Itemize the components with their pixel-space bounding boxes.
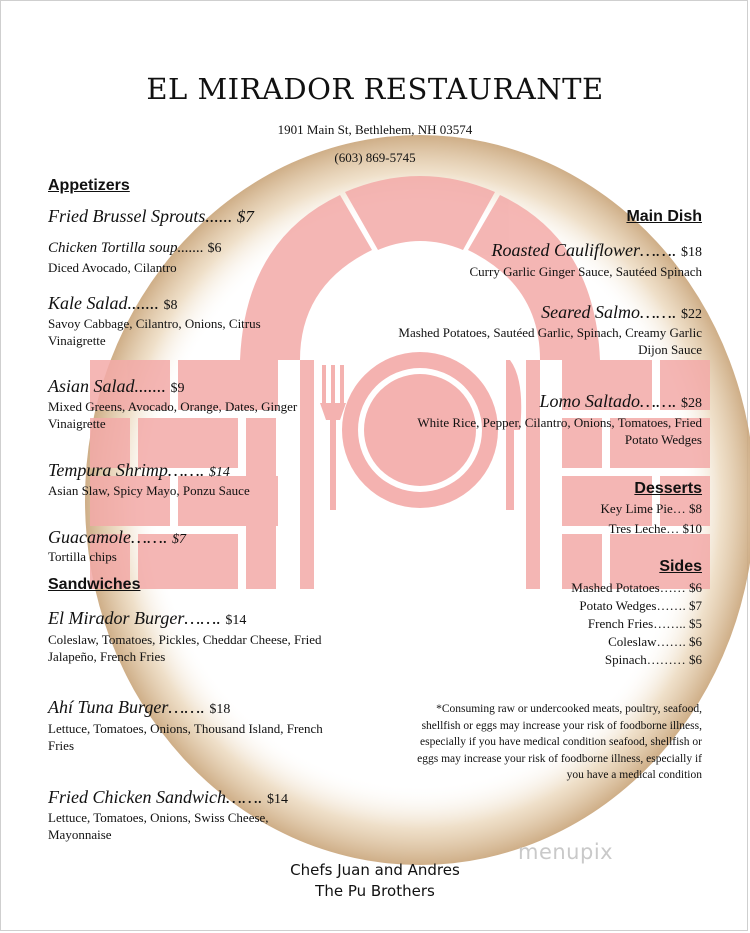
item-price: $18 bbox=[681, 245, 702, 260]
food-safety-notice: *Consuming raw or undercooked meats, poultry, seafood, shellfish or eggs may increase your risk of foodborne illness, especially if you have medical condition seafood, shellfish or eggs may increase your risk of foodborne illness, especially if you have a medical condition bbox=[417, 703, 702, 781]
item-title: Lomo Saltado……. bbox=[539, 391, 677, 411]
side-item: Spinach……… $6 bbox=[604, 652, 702, 667]
menu-item-name bbox=[541, 302, 702, 323]
item-title: Guacamole……. bbox=[48, 527, 168, 547]
item-price: $8 bbox=[163, 298, 178, 313]
item-description: Mashed Potatoes, Sautéed Garlic, Spinach, Creamy Garlic Dijon Sauce bbox=[398, 325, 702, 357]
item-price: $28 bbox=[681, 396, 702, 411]
item-price: $14 bbox=[266, 792, 288, 807]
chefs-line: Chefs Juan and Andres bbox=[290, 861, 460, 879]
appetizers-heading: Appetizers bbox=[48, 177, 130, 194]
dessert-item: Key Lime Pie… $8 bbox=[600, 501, 702, 516]
item-price: $7 bbox=[236, 207, 254, 226]
item-description: Asian Slaw, Spicy Mayo, Ponzu Sauce bbox=[48, 483, 250, 498]
menu-item-name bbox=[48, 460, 230, 481]
item-price: $14 bbox=[225, 613, 247, 628]
menupix-watermark: menupix bbox=[518, 840, 614, 864]
item-title: Fried Brussel Sprouts...... bbox=[48, 206, 233, 226]
side-item: Mashed Potatoes…… $6 bbox=[571, 580, 702, 595]
item-price: $6 bbox=[207, 241, 222, 256]
item-price: $18 bbox=[209, 702, 231, 717]
chefs-subline: The Pu Brothers bbox=[315, 882, 435, 900]
restaurant-address: 1901 Main St, Bethlehem, NH 03574 bbox=[277, 122, 473, 137]
restaurant-name: EL MIRADOR RESTAURANTE bbox=[146, 72, 604, 106]
item-title: Seared Salmo……. bbox=[541, 302, 677, 322]
menu-item-name bbox=[48, 527, 186, 548]
side-item: French Fries…….. $5 bbox=[587, 616, 702, 631]
menu-item-name bbox=[491, 240, 702, 261]
item-title: Asian Salad....... bbox=[48, 376, 167, 396]
item-description: White Rice, Pepper, Cilantro, Onions, Tomatoes, Fried Potato Wedges bbox=[417, 415, 702, 447]
main-dish-heading: Main Dish bbox=[626, 208, 702, 225]
sides-heading: Sides bbox=[659, 558, 702, 575]
menu-item-name bbox=[48, 376, 185, 397]
sandwiches-heading: Sandwiches bbox=[48, 576, 141, 593]
item-title: Fried Chicken Sandwich……. bbox=[48, 787, 263, 807]
item-description: Coleslaw, Tomatoes, Pickles, Cheddar Cheese, Fried Jalapeño, French Fries bbox=[48, 632, 322, 664]
side-item: Potato Wedges……. $7 bbox=[579, 598, 702, 613]
item-title: Tempura Shrimp……. bbox=[48, 460, 205, 480]
item-price: $9 bbox=[170, 381, 185, 396]
menu-item-name bbox=[48, 293, 178, 314]
menu-item-name bbox=[48, 608, 246, 629]
restaurant-phone: (603) 869-5745 bbox=[334, 150, 416, 165]
item-description: Savoy Cabbage, Cilantro, Onions, Citrus Vinaigrette bbox=[48, 316, 261, 348]
item-description: Tortilla chips bbox=[48, 549, 117, 564]
item-price: $22 bbox=[681, 307, 702, 322]
item-title: El Mirador Burger……. bbox=[48, 608, 221, 628]
item-description: Lettuce, Tomatoes, Onions, Thousand Island, French Fries bbox=[48, 721, 323, 753]
item-title: Ahí Tuna Burger……. bbox=[48, 697, 205, 717]
menu-item-name bbox=[48, 697, 230, 718]
menu-item-name bbox=[539, 391, 702, 412]
side-item: Coleslaw……. $6 bbox=[608, 634, 702, 649]
desserts-heading: Desserts bbox=[634, 480, 702, 497]
item-description: Mixed Greens, Avocado, Orange, Dates, Ginger Vinaigrette bbox=[48, 399, 298, 431]
item-title: Chicken Tortilla soup....... bbox=[48, 240, 204, 256]
menu-item-name bbox=[48, 787, 288, 808]
menu-item-name bbox=[48, 240, 221, 257]
item-description: Curry Garlic Ginger Sauce, Sautéed Spinach bbox=[469, 264, 702, 279]
dessert-item: Tres Leche… $10 bbox=[608, 521, 702, 536]
menu-item-name bbox=[48, 206, 254, 227]
item-description: Diced Avocado, Cilantro bbox=[48, 260, 177, 275]
item-price: $14 bbox=[208, 465, 230, 480]
item-price: $7 bbox=[172, 532, 186, 547]
item-title: Kale Salad....... bbox=[48, 293, 159, 313]
item-title: Roasted Cauliflower……. bbox=[491, 240, 677, 260]
item-description: Lettuce, Tomatoes, Onions, Swiss Cheese, Mayonnaise bbox=[48, 810, 269, 842]
